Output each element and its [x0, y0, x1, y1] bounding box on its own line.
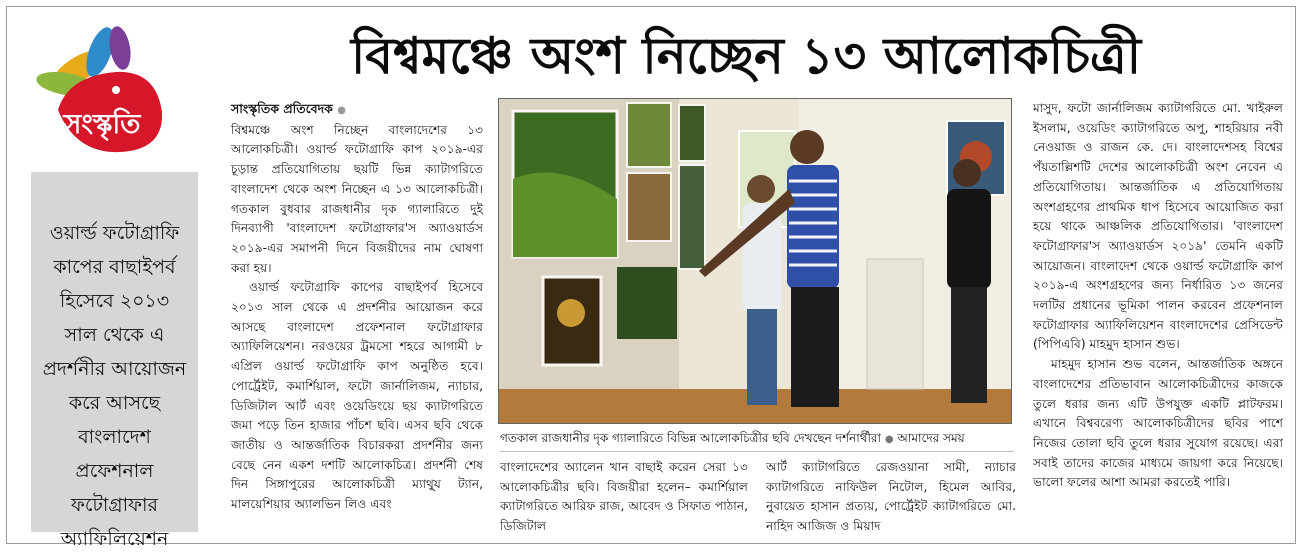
article-paragraph: মাসুদ, ফটো জার্নালিজম ক্যাটাগরিতে মো. খাইরুল ইসলাম, ওয়েডিং ক্যাটাগরিতে অপু, শাহরিয়ার নবী নেওয়াজ ও রাজন কে. দে। বাংলাদেশসহ বিশ্বের পঁয়তাল্লিশটি দেশের আলোকচিত্রী অংশ নেবেন এ প্রতিযোগিতায়। আন্তর্জাতিক এ প্রতিযোগিতায় অংশগ্রহণের প্রাথমিক ধাপ হিসেবে আয়োজিত করা হয়ে থাকে আঞ্চলিক প্রতিযোগিতার। 'বাংলাদেশ ফটোগ্রাফার'স অ্যাওয়ার্ডস ২০১৯' তেমনি একটি আয়োজন। বাংলাদেশ থেকে ওয়ার্ল্ড ফটোগ্রাফি কাপ ২০১৯-এ অংশগ্রহণের জন্য নির্ধারিত ১৩ জনের দলটির প্রধানের ভূমিকা পালন করবেন প্রফেশনাল ফটোগ্রাফার অ্যাফিলিয়েশন বাংলাদেশের প্রেসিডেন্ট (পিপিএবি) মাহমুদ হাসান শুভ।: [1033, 101, 1283, 352]
logo-white-dot: [112, 86, 120, 94]
caption-divider: [500, 451, 1014, 452]
pull-quote: ওয়ার্ল্ড ফটোগ্রাফি কাপের বাছাইপর্ব হিসেবে ২০১৩ সাল থেকে এ প্রদর্শনীর আয়োজন করে আসছে বাংলাদেশ প্রফেশনাল ফটোগ্রাফার অ্যাফিলিয়েশন: [31, 172, 198, 532]
plant-installation: [617, 267, 677, 339]
article-column-3: [766, 458, 1016, 537]
framed-photo-small-3: [679, 105, 705, 161]
display-pedestal: [867, 259, 923, 389]
byline-dot-icon: ●: [337, 105, 346, 116]
article-photo: [498, 98, 1012, 424]
article-paragraph: বাংলাদেশের অ্যালেন খান বাছাই করেন সেরা ১৩ আলোকচিত্রীর ছবি। বিজয়ীরা হলেন– কমার্শিয়াল ক্যাটাগরিতে আরিফ রাজ, আবেদ ও সিফাত পাঠান, ডিজিটাল: [500, 460, 748, 534]
photo-caption-text: গতকাল রাজধানীর দৃক গ্যালারিতে বিভিন্ন আলোকচিত্রীর ছবি দেখছেন দর্শনার্থীরা: [500, 431, 881, 445]
macro-highlight: [557, 299, 585, 327]
visitor-3-shirt: [947, 189, 991, 289]
article-column-2: [500, 458, 748, 537]
byline: [231, 99, 483, 121]
framed-photo-small-2: [627, 173, 671, 241]
article-column-1: [231, 99, 483, 515]
visitor-3-head: [953, 159, 981, 187]
article-column-4: [1033, 99, 1283, 493]
visitor-2-stripes: [789, 181, 837, 265]
visitor-2-shirt: [787, 165, 839, 289]
gallery-photo: [499, 99, 1012, 424]
byline-text: সাংস্কৃতিক প্রতিবেদক: [231, 101, 333, 116]
article-paragraph: আর্ট ক্যাটাগরিতে রেজওয়ানা সামী, ন্যাচার ক্যাটাগরিতে নাফিউল নিটোল, হিমেল আবির, নুবায়েত হাসান প্রত্যয়, পোর্ট্রেইট ক্যাটাগরিতে মো. নাহিদ আজিজ ও মিয়াদ: [766, 460, 1016, 534]
caption-dot-icon: ●: [884, 434, 894, 445]
visitor-1-jeans: [747, 309, 777, 405]
visitor-2-head: [790, 130, 824, 164]
article-paragraph: ওয়ার্ল্ড ফটোগ্রাফি কাপের বাছাইপর্ব হিসেবে ২০১৩ সাল থেকে এ প্রদর্শনীর আয়োজন করে আসছে বাংলাদেশ প্রফেশনাল ফটোগ্রাফার অ্যাফিলিয়েশন। নরওয়ের ট্রমসো শহরে আগামী ৮ এপ্রিল ওয়ার্ল্ড ফটোগ্রাফি কাপ অনুষ্ঠিত হবে। পোর্ট্রেইট, কমার্শিয়াল, ফটো জার্নালিজম, ন্যাচার, ডিজিটাল আর্ট এবং ওয়েডিংয়ে ছয় ক্যাটাগরিতে জমা পড়ে তিন হাজার পাঁচশ ছবি। এসব ছবি থেকে জাতীয় ও আন্তর্জাতিক বিচারকরা প্রদর্শনীর জন্য বেছে নেন একশ দশটি আলোকচিত্র। প্রদর্শনী শেষ দিন সিঙ্গাপুরের আলোকচিত্রী ম্যাথু্য ট্যান, মালয়েশিয়ার অ্যালভিন লিও এবং: [231, 280, 483, 512]
article-paragraph: মাহমুদ হাসান শুভ বলেন, আন্তর্জাতিক অঙ্গনে বাংলাদেশের প্রতিভাবান আলোকচিত্রীদের কাজকে তুলে ধরার জন্য এটি উপযুক্ত একটি প্লাটফরম। এখানে বিশ্ববরেণ্য আলোকচিত্রীদের ছবির পাশে নিজের তোলা ছবি তুলে ধরার সুযোগ রয়েছে। এরা সবাই তাদের কাজের মাধ্যমে জায়গা করে নিয়েছে। ভালো ফলের আশা আমরা করতেই পারি।: [1033, 357, 1283, 490]
visitor-2-trousers: [791, 287, 839, 407]
article-paragraph: বিশ্বমঞ্চে অংশ নিচ্ছেন বাংলাদেশের ১৩ আলোকচিত্রী। ওয়ার্ল্ড ফটোগ্রাফি কাপ ২০১৯-এর চূড়ান্ত প্রতিযোগিতায় ছয়টি ভিন্ন ক্যাটাগরিতে বাংলাদেশ থেকে অংশ নিচ্ছেন এ ১৩ আলোকচিত্রী। গতকাল বুধবার রাজধানীর দৃক গ্যালারিতে দুই দিনব্যাপী 'বাংলাদেশ ফটোগ্রাফার'স অ্যাওয়ার্ডস ২০১৯-এর সমাপনী দিনে বিজয়ীদের নাম ঘোষণা করা হয়।: [231, 122, 483, 275]
framed-photo-small-4: [679, 165, 705, 269]
framed-photo-small-1: [627, 103, 671, 167]
photo-credit: আমাদের সময়: [897, 431, 965, 445]
section-logo-label: সংস্কৃতি: [63, 109, 141, 140]
headline: বিশ্বমঞ্চে অংশ নিচ্ছেন ১৩ আলোকচিত্রী: [350, 26, 1142, 85]
photo-caption: [500, 430, 1020, 448]
visitor-1-head: [747, 175, 775, 203]
visitor-3-trousers: [951, 287, 987, 403]
